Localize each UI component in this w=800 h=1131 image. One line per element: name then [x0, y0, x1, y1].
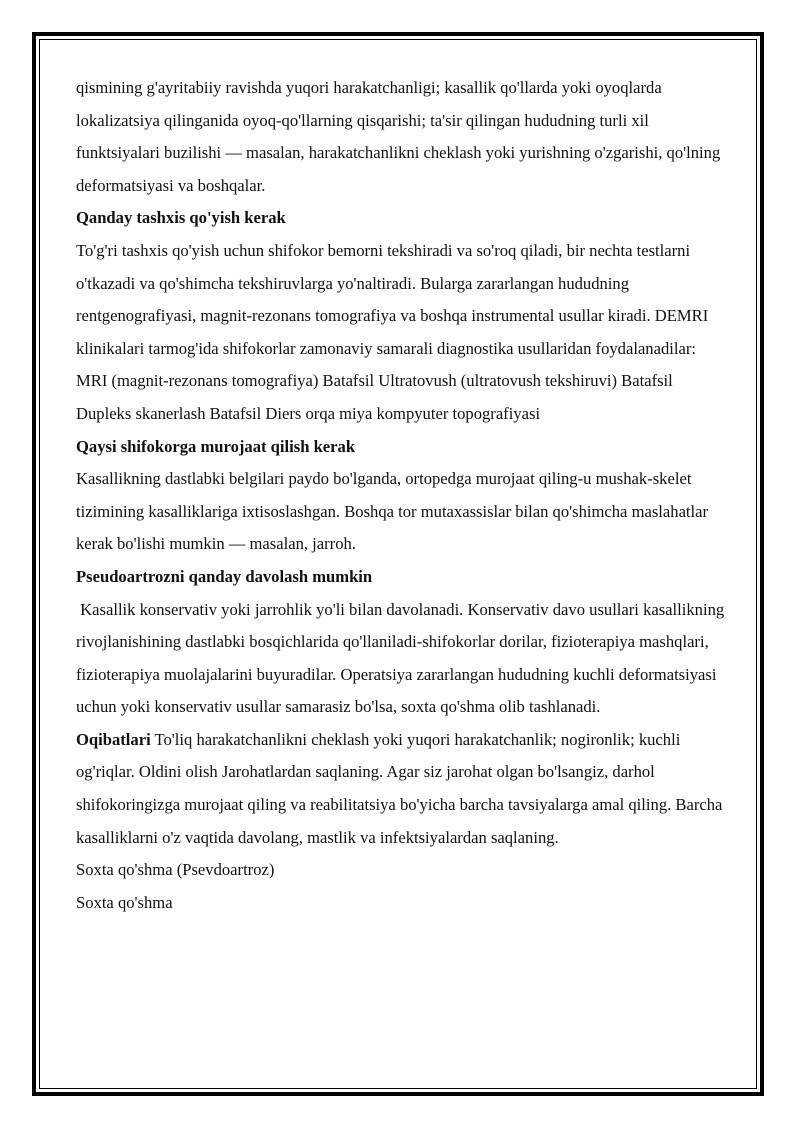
- consequences-label: Oqibatlari: [76, 729, 151, 749]
- consequences-text: To'liq harakatchanlikni cheklash yoki yuqori harakatchanlik; nogironlik; kuchli og'riqlar. Oldini olish Jarohatlardan saqlaning. Agar siz jarohat olgan bo'lsangiz, darhol shifokoringizga murojaat qiling va reabilitatsiya bo'yicha barcha tavsiyalarga amal qiling. Barcha kasalliklarni o'z vaqtida davolang, mastlik va infektsiyalardan saqlaning.: [76, 729, 723, 847]
- closing-line-2: Soxta qo'shma: [76, 892, 173, 912]
- diagnosis-heading: Qanday tashxis qo'yish kerak: [76, 208, 286, 228]
- doctor-heading: Qaysi shifokorga murojaat qilish kerak: [76, 436, 356, 456]
- diagnosis-paragraph: To'g'ri tashxis qo'yish uchun shifokor bemorni tekshiradi va so'roq qiladi, bir nechta testlarni o'tkazadi va qo'shimcha tekshiruvlarga yo'naltiradi. Bularga zararlangan hududning rentgenografiyasi, magnit-rezonans tomografiya va boshqa instrumental usullar kiradi. DEMRI klinikalari tarmog'ida shifokorlar zamonaviy samarali diagnostika usullaridan foydalanadilar: MRI (magnit-rezonans tomografiya) Batafsil Ultratovush (ultratovush tekshiruvi) Batafsil Dupleks skanerlash Batafsil Diers orqa miya kompyuter topografiyasi: [76, 240, 709, 423]
- treatment-heading: Pseudoartrozni qanday davolash mumkin: [76, 566, 373, 586]
- intro-paragraph: qismining g'ayritabiiy ravishda yuqori harakatchanligi; kasallik qo'llarda yoki oyoqlarda lokalizatsiya qilinganida oyoq-qo'llarning qisqarishi; ta'sir qilingan hududning turli xil funktsiyalari buzilishi — masalan, harakatchanlikni cheklash yoki yurishning o'zgarishi, qo'lning deformatsiyasi va boshqalar.: [76, 78, 721, 195]
- treatment-paragraph: Kasallik konservativ yoki jarrohlik yo'li bilan davolanadi. Konservativ davo usullari kasallikning rivojlanishining dastlabki bosqichlarida qo'llaniladi-shifokorlar dorilar, fizioterapiya mashqlari, fizioterapiya muolajalarini buyuradilar. Operatsiya zararlangan hududning kuchli deformatsiyasi uchun yoki konservativ usullar samarasiz bo'lsa, soxta qo'shma olib tashlanadi.: [76, 599, 729, 717]
- doctor-paragraph: Kasallikning dastlabki belgilari paydo bo'lganda, ortopedga murojaat qiling-u mushak-skelet tizimining kasalliklariga ixtisoslashgan. Boshqa tor mutaxassislar bilan qo'shimcha maslahatlar kerak bo'lishi mumkin — masalan, jarroh.: [76, 469, 709, 554]
- closing-line-1: Soxta qo'shma (Psevdoartroz): [76, 860, 275, 880]
- document-body: [76, 72, 729, 919]
- consequences-paragraph: [76, 724, 726, 854]
